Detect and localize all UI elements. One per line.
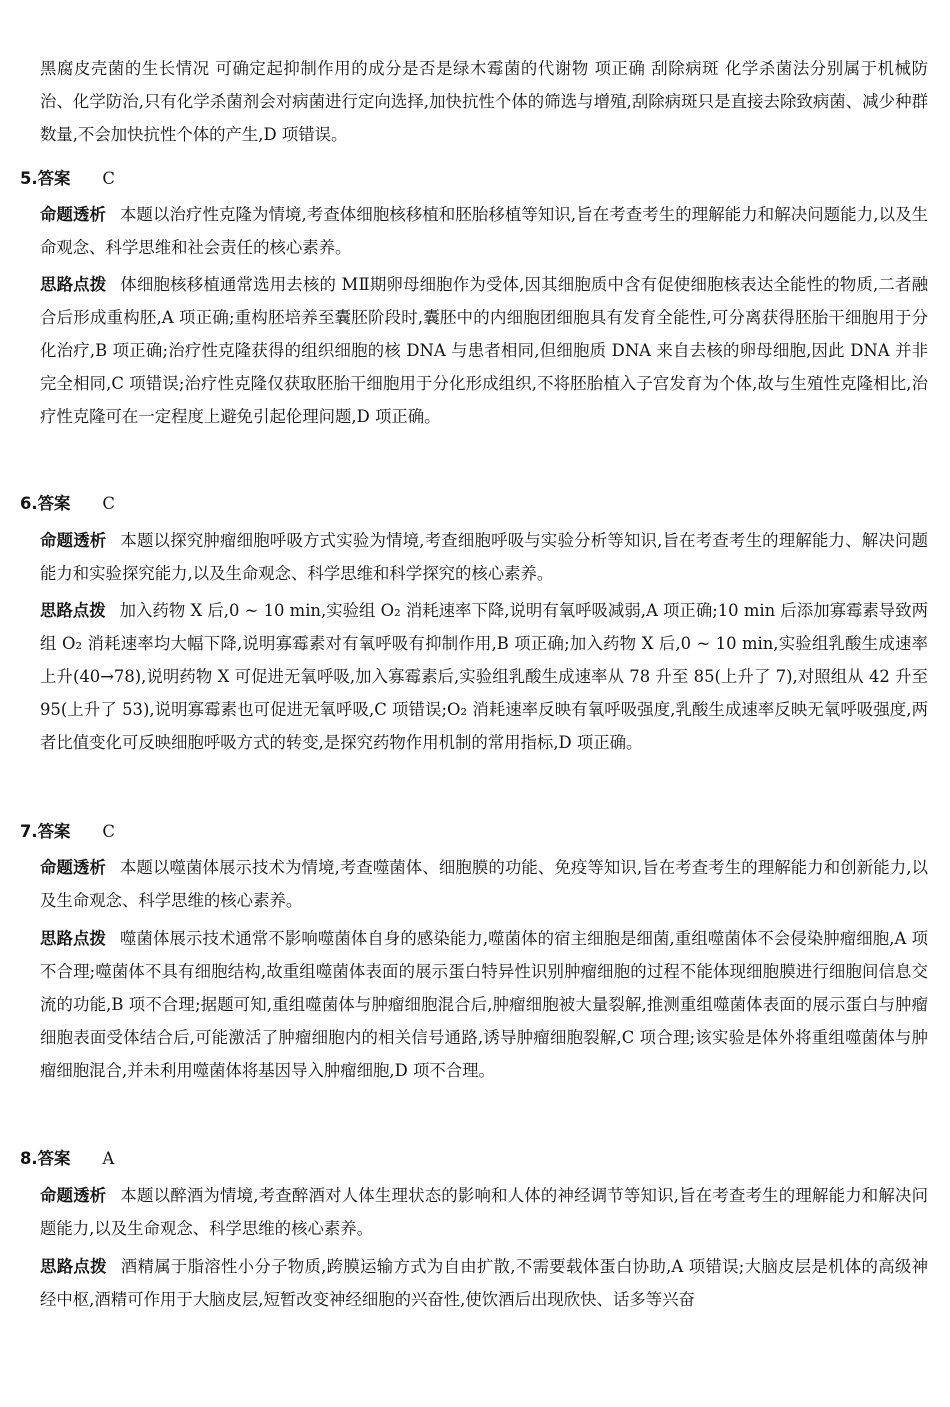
item-number: 8.: [20, 1149, 38, 1168]
item-number: 6.: [20, 494, 38, 513]
mt-label: 命题透析: [40, 531, 107, 550]
answer-label: 答案: [37, 494, 71, 513]
mt-text: 本题以噬菌体展示技术为情境,考查噬菌体、细胞膜的功能、免疫等知识,旨在考查考生的理解能力和创新能力,以及生命观念、科学思维的核心素养。: [40, 858, 928, 910]
mt-text: 本题以醉酒为情境,考查醉酒对人体生理状态的影响和人体的神经调节等知识,旨在考查考生的理解能力和解决问题能力,以及生命观念、科学思维的核心素养。: [40, 1186, 929, 1238]
answer-value: C: [102, 494, 115, 513]
answer-label: 答案: [37, 169, 71, 188]
answer-line-5: [20, 162, 115, 195]
answer-value: C: [102, 169, 115, 188]
answer-line-7: [20, 815, 115, 848]
sl-label: 思路点拨: [40, 1257, 107, 1276]
sl-paragraph-5: [40, 268, 928, 433]
answer-value: C: [102, 822, 115, 841]
sl-label: 思路点拨: [40, 601, 106, 620]
item-number: 7.: [20, 822, 38, 841]
mt-paragraph-6: [40, 524, 928, 590]
sl-label: 思路点拨: [40, 929, 106, 948]
intro-paragraph: 黑腐皮壳菌的生长情况 可确定起抑制作用的成分是否是绿木霉菌的代谢物 项正确 刮除病斑 化学杀菌法分别属于机械防治、化学防治,只有化学杀菌剂会对病菌进行定向选择,加快抗性个体的筛选与增殖,刮除病斑只是直接去除致病菌、减少种群数量,不会加快抗性个体的产生,D 项错误。: [40, 59, 928, 144]
item-number: 5.: [20, 169, 38, 188]
mt-paragraph-7: [40, 851, 928, 917]
mt-paragraph-8: [40, 1179, 928, 1245]
mt-text: 本题以治疗性克隆为情境,考查体细胞核移植和胚胎移植等知识,旨在考查考生的理解能力和解决问题能力,以及生命观念、科学思维和社会责任的核心素养。: [40, 205, 928, 257]
sl-text: 体细胞核移植通常选用去核的 MⅡ期卵母细胞作为受体,因其细胞质中含有促使细胞核表达全能性的物质,二者融合后形成重构胚,A 项正确;重构胚培养至囊胚阶段时,囊胚中的内细胞团细胞具有发育全能性,可分离获得胚胎干细胞用于分化治疗,B 项正确;治疗性克隆获得的组织细胞的核 DNA 与患者相同,但细胞质 DNA 来自去核的卵母细胞,因此 DNA 并非完全相同,C 项错误;治疗性克隆仅获取胚胎干细胞用于分化形成组织,不将胚胎植入子宫发育为个体,故与生殖性克隆相比,治疗性克隆可在一定程度上避免引起伦理问题,D 项正确。: [40, 275, 928, 426]
sl-text: 加入药物 X 后,0 ~ 10 min,实验组 O₂ 消耗速率下降,说明有氧呼吸减弱,A 项正确;10 min 后添加寡霉素导致两组 O₂ 消耗速率均大幅下降,说明寡霉素对有氧呼吸有抑制作用,B 项正确;加入药物 X 后,0 ~ 10 min,实验组乳酸生成速率上升(40→78),说明药物 X 可促进无氧呼吸,加入寡霉素后,实验组乳酸生成速率从 78 升至 85(上升了 7),对照组从 42 升至 95(上升了 53),说明寡霉素也可促进无氧呼吸,C 项错误;O₂ 消耗速率反映有氧呼吸强度,乳酸生成速率反映无氧呼吸强度,两者比值变化可反映细胞呼吸方式的转变,是探究药物作用机制的常用指标,D 项正确。: [40, 601, 928, 752]
mt-label: 命题透析: [40, 1186, 107, 1205]
sl-paragraph-8: [40, 1250, 928, 1316]
sl-paragraph-6: [40, 594, 928, 759]
mt-text: 本题以探究肿瘤细胞呼吸方式实验为情境,考查细胞呼吸与实验分析等知识,旨在考查考生的理解能力、解决问题能力和实验探究能力,以及生命观念、科学思维和科学探究的核心素养。: [40, 531, 929, 583]
answer-line-6: [20, 487, 115, 520]
mt-label: 命题透析: [40, 858, 107, 877]
answer-line-8: [20, 1142, 114, 1175]
sl-paragraph-7: [40, 922, 928, 1087]
sl-label: 思路点拨: [40, 275, 107, 294]
answer-label: 答案: [37, 1149, 71, 1168]
answer-value: A: [102, 1149, 115, 1168]
sl-text: 酒精属于脂溶性小分子物质,跨膜运输方式为自由扩散,不需要载体蛋白协助,A 项错误;大脑皮层是机体的高级神经中枢,酒精可作用于大脑皮层,短暂改变神经细胞的兴奋性,使饮酒后出现欣快、话多等兴奋: [40, 1257, 929, 1309]
sl-text: 噬菌体展示技术通常不影响噬菌体自身的感染能力,噬菌体的宿主细胞是细菌,重组噬菌体不会侵染肿瘤细胞,A 项不合理;噬菌体不具有细胞结构,故重组噬菌体表面的展示蛋白特异性识别肿瘤细胞的过程不能体现细胞膜进行细胞间信息交流的功能,B 项不合理;据题可知,重组噬菌体与肿瘤细胞混合后,肿瘤细胞被大量裂解,推测重组噬菌体表面的展示蛋白与肿瘤细胞表面受体结合后,可能激活了肿瘤细胞内的相关信号通路,诱导肿瘤细胞裂解,C 项合理;该实验是体外将重组噬菌体与肿瘤细胞混合,并未利用噬菌体将基因导入肿瘤细胞,D 项不合理。: [40, 929, 929, 1080]
mt-label: 命题透析: [40, 205, 107, 224]
answer-label: 答案: [37, 822, 71, 841]
mt-paragraph-5: [40, 198, 928, 264]
